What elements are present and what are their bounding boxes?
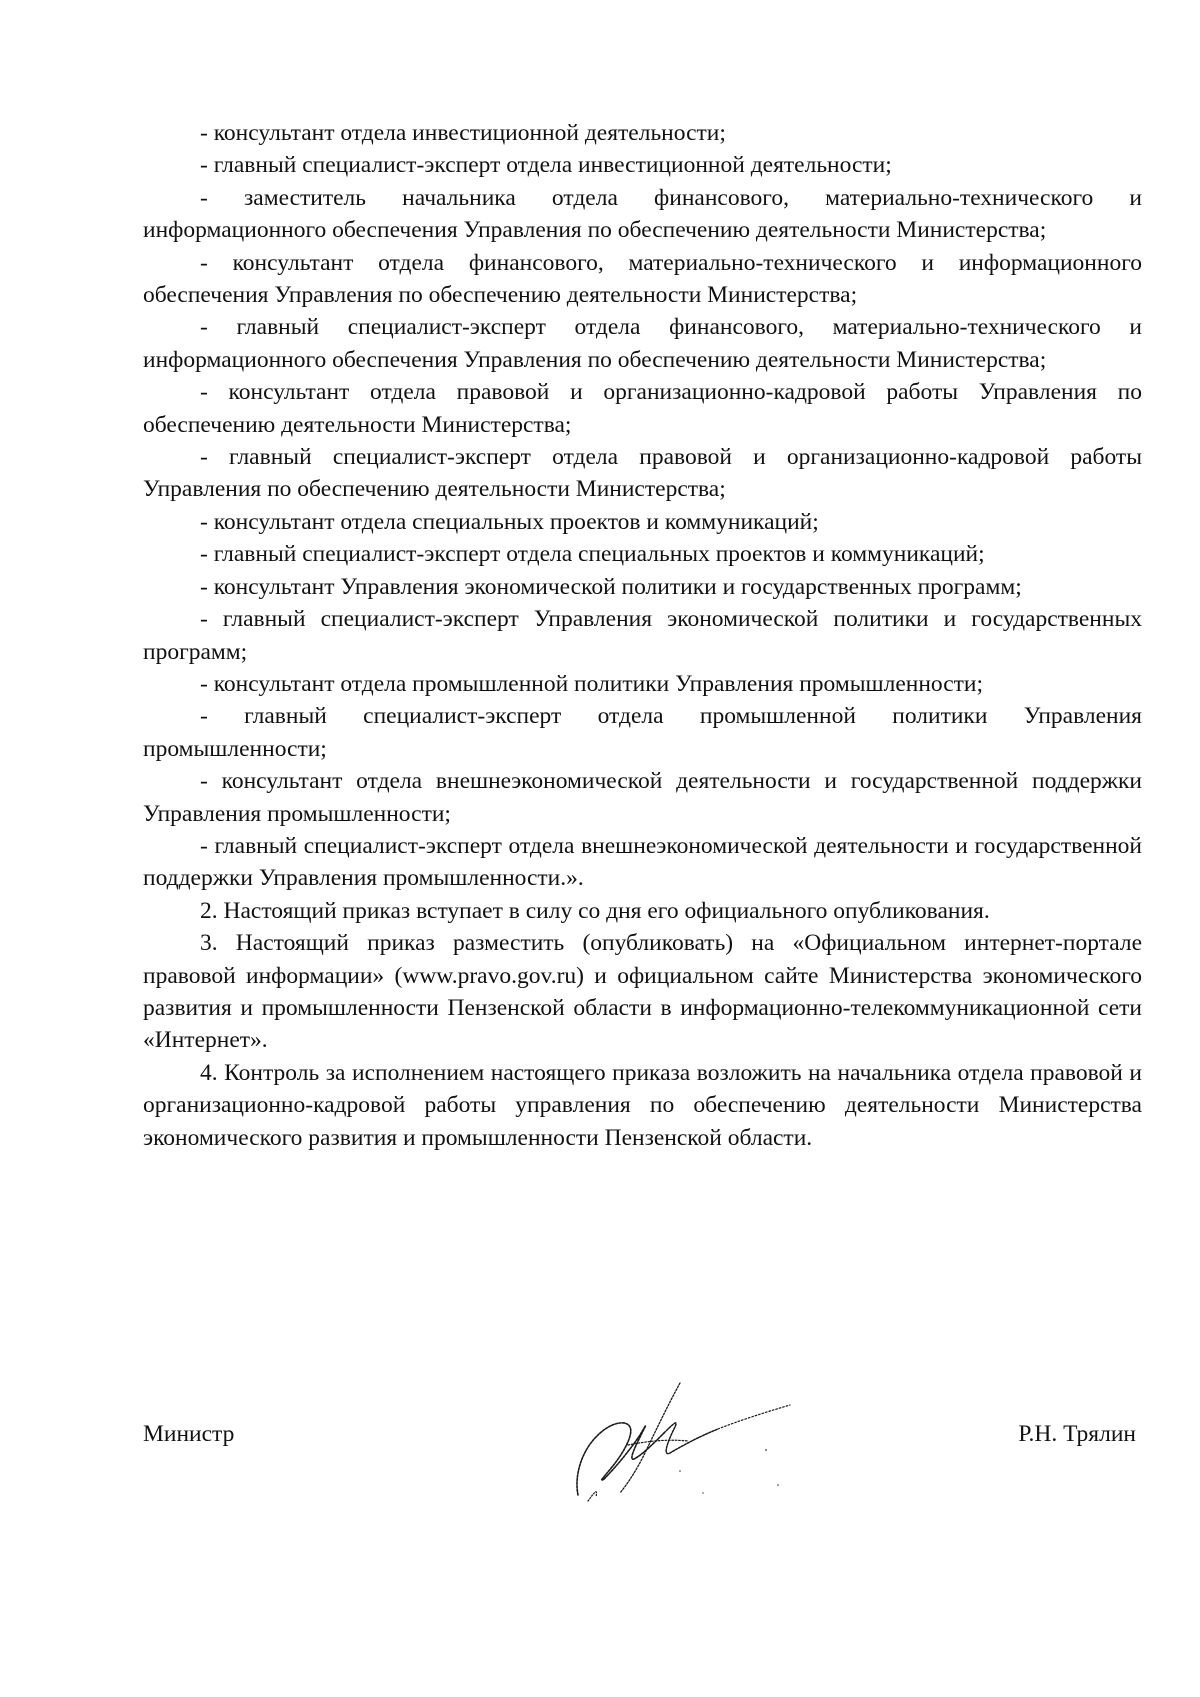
handwritten-signature-icon xyxy=(568,1375,798,1510)
paragraph-7: - главный специалист-эксперт отдела правовой и организационно-кадровой работы Управления по обеспечению деятельности Министерства; xyxy=(143,444,1142,503)
paragraph-clause-2: 2. Настоящий приказ вступает в силу со дня его официального опубликования. xyxy=(200,897,990,924)
paragraph-1: - консультант отдела инвестиционной деятельности; xyxy=(200,120,726,146)
document-body xyxy=(143,117,1142,1154)
signatory-title: Министр xyxy=(143,1421,235,1447)
paragraph-10: - консультант Управления экономической политики и государственных программ; xyxy=(200,573,1022,600)
paragraph-clause-3: 3. Настоящий приказ разместить (опубликовать) на «Официальном интернет-портале правовой информации» (www.pravo.gov.ru) и официальном сайте Министерства экономического развития и промышленности Пензенской области в информационно-телекоммуникационной сети «Интернет». xyxy=(143,930,1142,1054)
signature-block xyxy=(143,1400,1142,1520)
paragraph-6: - консультант отдела правовой и организационно-кадровой работы Управления по обеспечению деятельности Министерства; xyxy=(143,379,1142,438)
paragraph-5: - главный специалист-эксперт отдела финансового, материально-технического и информационного обеспечения Управления по обеспечению деятельности Министерства; xyxy=(143,314,1142,373)
paragraph-clause-4: 4. Контроль за исполнением настоящего приказа возложить на начальника отдела правовой и организационно-кадровой работы управления по обеспечению деятельности Министерства экономического развития и промышленности Пензенской области. xyxy=(143,1059,1142,1151)
paragraph-3: - заместитель начальника отдела финансового, материально-технического и информационного обеспечения Управления по обеспечению деятельности Министерства; xyxy=(143,184,1142,244)
paragraph-9: - главный специалист-эксперт отдела специальных проектов и коммуникаций; xyxy=(200,541,985,568)
paragraph-12: - консультант отдела промышленной политики Управления промышленности; xyxy=(200,670,984,697)
paragraph-4: - консультант отдела финансового, материально-технического и информационного обеспечения Управления по обеспечению деятельности Министерства; xyxy=(143,249,1142,309)
paragraph-11: - главный специалист-эксперт Управления экономической политики и государственных программ; xyxy=(143,606,1142,665)
paragraph-14: - консультант отдела внешнеэкономической деятельности и государственной поддержки Управления промышленности; xyxy=(143,768,1142,827)
paragraph-15: - главный специалист-эксперт отдела внешнеэкономической деятельности и государственной поддержки Управления промышленности.». xyxy=(143,832,1142,892)
paragraph-13: - главный специалист-эксперт отдела промышленной политики Управления промышленности; xyxy=(143,703,1142,762)
paragraph-2: - главный специалист-эксперт отдела инвестиционной деятельности; xyxy=(200,152,892,179)
paragraph-8: - консультант отдела специальных проектов и коммуникаций; xyxy=(200,508,819,535)
signatory-name: Р.Н. Трялин xyxy=(1018,1421,1136,1447)
